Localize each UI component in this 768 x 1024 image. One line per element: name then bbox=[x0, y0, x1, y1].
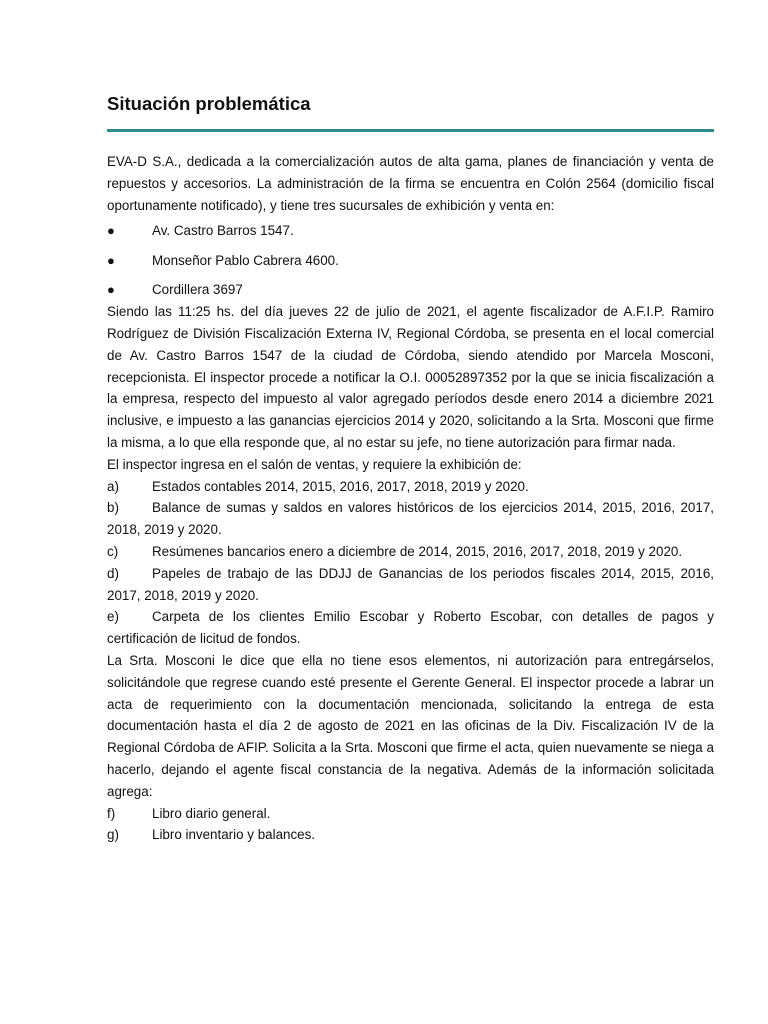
item-text: Resúmenes bancarios enero a diciembre de 2014, 2015, 2016, 2017, 2018, 2019 y 2020. bbox=[152, 543, 683, 559]
item-marker: d) bbox=[107, 565, 119, 581]
branch-address: Monseñor Pablo Cabrera 4600. bbox=[152, 252, 339, 268]
item-marker: g) bbox=[107, 827, 119, 843]
requirement-intro: El inspector ingresa en el salón de ventas, y requiere la exhibición de: bbox=[107, 456, 522, 472]
item-text: Carpeta de los clientes Emilio Escobar y Roberto Escobar, con detalles de pagos y certificación de licitud de fondos. bbox=[107, 609, 714, 647]
intro-paragraph: EVA-D S.A., dedicada a la comercialización autos de alta gama, planes de financiación y venta de repuestos y accesorios. La administración de la firma se encuentra en Colón 2564 (domicilio fiscal oportunamente notificado), y tiene tres sucursales de exhibición y venta en: bbox=[107, 154, 714, 213]
document-body bbox=[107, 151, 714, 846]
bullet-icon: ● bbox=[107, 252, 115, 268]
document-title: Situación problemática bbox=[107, 93, 311, 114]
requirement-item bbox=[107, 497, 714, 541]
item-text: Papeles de trabajo de las DDJJ de Ganancias de los periodos fiscales 2014, 2015, 2016, 2017, 2018, 2019 y 2020. bbox=[107, 565, 714, 603]
item-marker: c) bbox=[107, 543, 119, 559]
refusal-paragraph: La Srta. Mosconi le dice que ella no tiene esos elementos, ni autorización para entregárselos, solicitándole que regrese cuando esté presente el Gerente General. El inspector procede a labrar un acta de requerimiento con la documentación mencionada, solicitando la entrega de esta documentación hasta el día 2 de agosto de 2021 en las oficinas de la Div. Fiscalización IV de la Regional Córdoba de AFIP. Solicita a la Srta. Mosconi que firme el acta, quien nuevamente se niega a hacerlo, dejando el agente fiscal constancia de la negativa. Además de la información solicitada agrega: bbox=[107, 652, 714, 799]
item-text: Libro inventario y balances. bbox=[152, 827, 316, 843]
requirement-item bbox=[107, 476, 714, 498]
additional-item bbox=[107, 824, 714, 846]
branch-list bbox=[107, 220, 714, 301]
item-text: Balance de sumas y saldos en valores históricos de los ejercicios 2014, 2015, 2016, 2017, 2018, 2019 y 2020. bbox=[107, 500, 714, 538]
item-marker: b) bbox=[107, 500, 119, 516]
item-text: Libro diario general. bbox=[152, 805, 271, 821]
bullet-icon: ● bbox=[107, 282, 115, 298]
requirements-list bbox=[107, 476, 714, 650]
requirement-item bbox=[107, 541, 714, 563]
item-marker: e) bbox=[107, 609, 119, 625]
inspection-paragraph: Siendo las 11:25 hs. del día jueves 22 de julio de 2021, el agente fiscalizador de A.F.I.P. Ramiro Rodríguez de División Fiscalización Externa IV, Regional Córdoba, se presenta en el local comercial de Av. Castro Barros 1547 de la ciudad de Córdoba, siendo atendido por Marcela Mosconi, recepcionista. El inspector procede a notificar la O.I. 00052897352 por la que se inicia fiscalización a la empresa, respecto del impuesto al valor agregado períodos desde enero 2014 a diciembre 2021 inclusive, e impuesto a las ganancias ejercicios 2014 y 2020, solicitando a la Srta. Mosconi que firme la misma, a lo que ella responde que, al no estar su jefe, no tiene autorización para firmar nada. bbox=[107, 304, 714, 450]
item-marker: f) bbox=[107, 805, 116, 821]
bullet-icon: ● bbox=[107, 223, 115, 239]
additional-list bbox=[107, 803, 714, 847]
item-marker: a) bbox=[107, 478, 119, 494]
branch-address: Cordillera 3697 bbox=[152, 282, 243, 298]
additional-item bbox=[107, 803, 714, 825]
title-underline bbox=[107, 129, 714, 132]
branch-address: Av. Castro Barros 1547. bbox=[152, 223, 294, 239]
item-text: Estados contables 2014, 2015, 2016, 2017, 2018, 2019 y 2020. bbox=[152, 478, 529, 494]
list-item bbox=[107, 279, 714, 301]
requirement-item bbox=[107, 606, 714, 650]
requirement-item bbox=[107, 563, 714, 607]
list-item bbox=[107, 220, 714, 250]
list-item bbox=[107, 250, 714, 280]
